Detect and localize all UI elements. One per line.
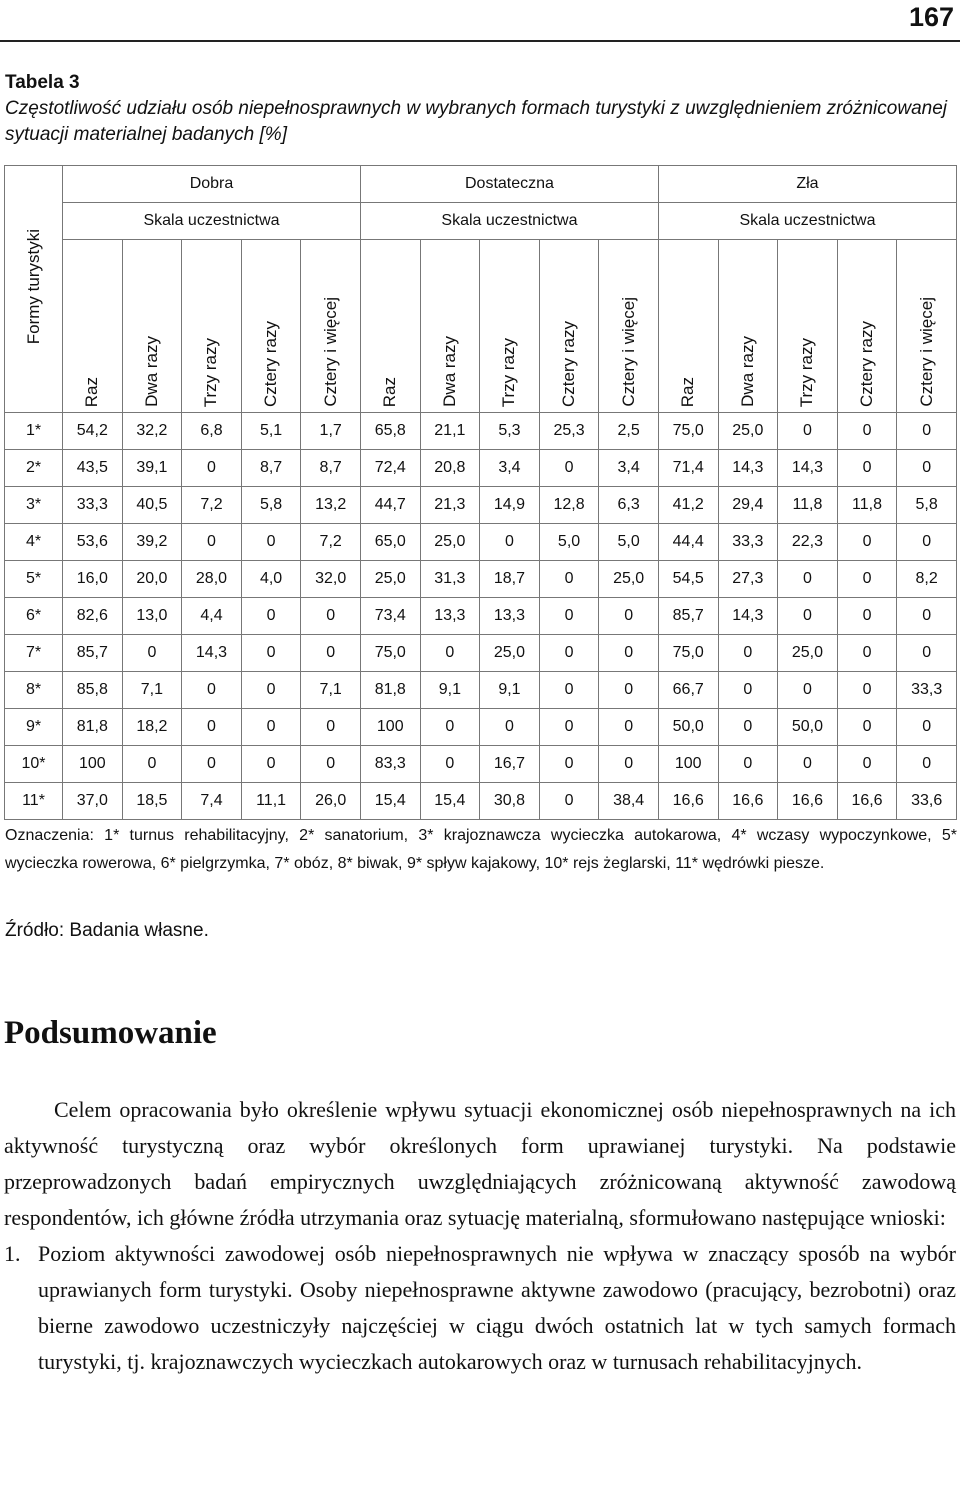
table-cell: 53,6 (63, 524, 123, 561)
body-text (4, 1092, 956, 1380)
table-row (5, 635, 957, 672)
table-cell: 0 (837, 598, 897, 635)
table-cell: 85,7 (658, 598, 718, 635)
row-header: Formy turystyki (23, 228, 43, 345)
table-cell: 0 (301, 709, 361, 746)
table-cell: 22,3 (778, 524, 838, 561)
table-label: Tabela 3 (5, 72, 80, 93)
table-cell: 14,3 (778, 450, 838, 487)
table-cell: 18,7 (480, 561, 540, 598)
table-cell: 54,2 (63, 413, 123, 450)
table-cell: 39,1 (122, 450, 182, 487)
table-cell: 30,8 (480, 783, 540, 820)
table-cell: 0 (420, 709, 480, 746)
table-cell: 29,4 (718, 487, 778, 524)
table-cell: 7,2 (182, 487, 242, 524)
table-cell: 43,5 (63, 450, 123, 487)
table-cell: 3,4 (599, 450, 659, 487)
column-header-label: Dwa razy (439, 336, 459, 407)
table-cell: 0 (837, 746, 897, 783)
table-cell: 65,8 (360, 413, 420, 450)
column-header (182, 240, 242, 413)
list-item-text: Poziom aktywności zawodowej osób niepełnosprawnych nie wpływa w znaczący sposób na wybór uprawianych form turystyki. Osoby niepełnosprawne aktywne zawodowo (pracujący, bezrobotni) oraz bierne zawodowo uczestniczyły najczęściej w ciągu dwóch ostatnich lat w tych samych formach turystyki, tj. krajoznawczych wycieczkach autokarowych oraz w turnusach rehabilitacyjnych. (38, 1241, 956, 1374)
table-cell: 14,3 (182, 635, 242, 672)
column-header-label: Dwa razy (737, 336, 757, 407)
table-cell: 12,8 (539, 487, 599, 524)
table-row (5, 450, 957, 487)
table-cell: 0 (837, 524, 897, 561)
table-cell: 4,0 (241, 561, 301, 598)
table-cell: 3,4 (480, 450, 540, 487)
column-header-label: Raz (82, 376, 102, 407)
table-cell: 20,8 (420, 450, 480, 487)
row-label: 1* (5, 413, 63, 450)
table-cell: 5,8 (241, 487, 301, 524)
row-label: 6* (5, 598, 63, 635)
table-cell: 100 (360, 709, 420, 746)
table-cell: 0 (599, 598, 659, 635)
table-cell: 0 (778, 598, 838, 635)
table-cell: 83,3 (360, 746, 420, 783)
table-cell: 41,2 (658, 487, 718, 524)
table-cell: 0 (897, 598, 957, 635)
table-cell: 0 (599, 635, 659, 672)
column-header (897, 240, 957, 413)
table-cell: 6,3 (599, 487, 659, 524)
table-cell: 0 (599, 709, 659, 746)
table-cell: 25,3 (539, 413, 599, 450)
table-cell: 6,8 (182, 413, 242, 450)
table-cell: 0 (837, 561, 897, 598)
table-cell: 0 (897, 709, 957, 746)
row-label: 3* (5, 487, 63, 524)
data-table (4, 165, 957, 820)
table-cell: 11,1 (241, 783, 301, 820)
list-item (4, 1236, 956, 1380)
group-header-dostateczna: Dostateczna (360, 166, 658, 203)
table-cell: 0 (539, 783, 599, 820)
conclusions-list (4, 1236, 956, 1380)
table-cell: 32,0 (301, 561, 361, 598)
table-cell: 25,0 (599, 561, 659, 598)
table-cell: 5,0 (539, 524, 599, 561)
row-header-cell (5, 166, 63, 413)
table-cell: 25,0 (360, 561, 420, 598)
page-number: 167 (908, 2, 954, 32)
table-cell: 50,0 (778, 709, 838, 746)
group-header-zla: Zła (658, 166, 956, 203)
table-cell: 0 (241, 524, 301, 561)
table-cell: 72,4 (360, 450, 420, 487)
column-header-label: Cztery i więcej (320, 297, 340, 407)
table-cell: 9,1 (480, 672, 540, 709)
column-header-label: Raz (678, 376, 698, 407)
table-cell: 0 (718, 672, 778, 709)
table-cell: 54,5 (658, 561, 718, 598)
table-cell: 8,7 (241, 450, 301, 487)
table-row (5, 598, 957, 635)
table-cell: 0 (718, 746, 778, 783)
summary-paragraph: Celem opracowania było określenie wpływu sytuacji ekonomicznej osób niepełnosprawnych na ich aktywność turystyczną oraz wybór określonych form uprawianej turystyki. Na podstawie przeprowadzonych badań empirycznych uwzględniających zróżnicowaną aktywność zawodową respondentów, ich główne źródła utrzymania oraz sytuację materialną, sformułowano następujące wnioski: (4, 1097, 956, 1230)
table-cell: 0 (897, 746, 957, 783)
column-header-label: Cztery i więcej (916, 297, 936, 407)
table-cell: 0 (897, 635, 957, 672)
column-header-label: Raz (380, 376, 400, 407)
table-cell: 16,7 (480, 746, 540, 783)
table-cell: 0 (301, 746, 361, 783)
table-cell: 0 (837, 635, 897, 672)
row-label: 2* (5, 450, 63, 487)
table-cell: 33,3 (63, 487, 123, 524)
column-header (539, 240, 599, 413)
table-cell: 100 (658, 746, 718, 783)
row-label: 7* (5, 635, 63, 672)
table-cell: 0 (539, 746, 599, 783)
column-header (63, 240, 123, 413)
table-cell: 33,3 (718, 524, 778, 561)
table-cell: 0 (539, 598, 599, 635)
table-cell: 65,0 (360, 524, 420, 561)
table-cell: 0 (599, 746, 659, 783)
table-cell: 5,0 (599, 524, 659, 561)
table-cell: 82,6 (63, 598, 123, 635)
table-cell: 0 (182, 672, 242, 709)
table-cell: 73,4 (360, 598, 420, 635)
table-cell: 75,0 (658, 635, 718, 672)
row-label: 11* (5, 783, 63, 820)
table-cell: 2,5 (599, 413, 659, 450)
table-cell: 25,0 (420, 524, 480, 561)
table-cell: 75,0 (360, 635, 420, 672)
table-cell: 4,4 (182, 598, 242, 635)
table-cell: 0 (539, 450, 599, 487)
table-cell: 21,1 (420, 413, 480, 450)
column-header-label: Cztery razy (261, 321, 281, 407)
table-cell: 16,0 (63, 561, 123, 598)
table-cell: 14,3 (718, 598, 778, 635)
table-cell: 0 (539, 561, 599, 598)
table-cell: 8,7 (301, 450, 361, 487)
table-cell: 0 (539, 635, 599, 672)
column-header (718, 240, 778, 413)
column-header (837, 240, 897, 413)
table-cell: 16,6 (658, 783, 718, 820)
row-label: 4* (5, 524, 63, 561)
table-cell: 0 (480, 709, 540, 746)
header-rule (0, 40, 960, 42)
table-cell: 44,4 (658, 524, 718, 561)
table-cell: 0 (778, 561, 838, 598)
table-cell: 13,3 (420, 598, 480, 635)
table-cell: 85,8 (63, 672, 123, 709)
column-header (778, 240, 838, 413)
table-cell: 0 (122, 635, 182, 672)
column-header (480, 240, 540, 413)
table-cell: 0 (539, 709, 599, 746)
table-cell: 81,8 (63, 709, 123, 746)
table-row (5, 672, 957, 709)
column-header (360, 240, 420, 413)
table-cell: 16,6 (718, 783, 778, 820)
table-cell: 32,2 (122, 413, 182, 450)
table-cell: 26,0 (301, 783, 361, 820)
column-header (420, 240, 480, 413)
table-cell: 38,4 (599, 783, 659, 820)
table-cell: 0 (182, 709, 242, 746)
table-cell: 0 (420, 746, 480, 783)
table-cell: 44,7 (360, 487, 420, 524)
table-cell: 18,5 (122, 783, 182, 820)
table-cell: 16,6 (837, 783, 897, 820)
table-cell: 14,3 (718, 450, 778, 487)
table-cell: 21,3 (420, 487, 480, 524)
table-cell: 0 (301, 598, 361, 635)
table-cell: 15,4 (360, 783, 420, 820)
table-row (5, 561, 957, 598)
table-cell: 18,2 (122, 709, 182, 746)
table-cell: 7,1 (301, 672, 361, 709)
table-cell: 8,2 (897, 561, 957, 598)
legend-note: Oznaczenia: 1* turnus rehabilitacyjny, 2* sanatorium, 3* krajoznawcza wycieczka autokarowa, 4* wczasy wypoczynkowe, 5* wycieczka rowerowa, 6* pielgrzymka, 7* obóz, 8* biwak, 9* spływ kajakowy, 10* rejs żeglarski, 11* wędrówki piesze. (5, 827, 957, 872)
table-cell: 0 (778, 413, 838, 450)
table-cell: 0 (241, 635, 301, 672)
table-cell: 40,5 (122, 487, 182, 524)
group-header-dobra: Dobra (63, 166, 361, 203)
table-cell: 33,3 (897, 672, 957, 709)
table-cell: 85,7 (63, 635, 123, 672)
table-row (5, 783, 957, 820)
table-cell: 9,1 (420, 672, 480, 709)
table-cell: 11,8 (837, 487, 897, 524)
table-cell: 5,3 (480, 413, 540, 450)
table-row (5, 746, 957, 783)
table-cell: 0 (182, 524, 242, 561)
table-cell: 37,0 (63, 783, 123, 820)
table-cell: 71,4 (658, 450, 718, 487)
table-cell: 0 (480, 524, 540, 561)
table-cell: 0 (241, 709, 301, 746)
table-cell: 0 (241, 746, 301, 783)
table-cell: 0 (778, 672, 838, 709)
table-cell: 81,8 (360, 672, 420, 709)
table-cell: 0 (420, 635, 480, 672)
table-cell: 25,0 (480, 635, 540, 672)
table-cell: 14,9 (480, 487, 540, 524)
table-cell: 0 (122, 746, 182, 783)
table-cell: 50,0 (658, 709, 718, 746)
table-row (5, 709, 957, 746)
table-cell: 16,6 (778, 783, 838, 820)
table-cell: 0 (837, 413, 897, 450)
table-cell: 0 (241, 672, 301, 709)
table-cell: 0 (897, 413, 957, 450)
column-header-label: Dwa razy (141, 336, 161, 407)
table-row (5, 487, 957, 524)
row-label: 5* (5, 561, 63, 598)
column-header (658, 240, 718, 413)
table-cell: 0 (778, 746, 838, 783)
table-cell: 0 (837, 450, 897, 487)
column-header (122, 240, 182, 413)
table-cell: 100 (63, 746, 123, 783)
table-cell: 0 (837, 672, 897, 709)
column-header (599, 240, 659, 413)
row-label: 8* (5, 672, 63, 709)
table-cell: 1,7 (301, 413, 361, 450)
source-note: Źródło: Badania własne. (5, 920, 209, 941)
table-cell: 0 (897, 450, 957, 487)
scale-header: Skala uczestnictwa (63, 203, 361, 240)
table-cell: 5,8 (897, 487, 957, 524)
table-cell: 0 (182, 746, 242, 783)
table-cell: 0 (897, 524, 957, 561)
row-label: 10* (5, 746, 63, 783)
list-item-number: 1. (4, 1241, 21, 1266)
table-cell: 0 (539, 672, 599, 709)
table-cell: 0 (182, 450, 242, 487)
table-cell: 7,4 (182, 783, 242, 820)
row-label: 9* (5, 709, 63, 746)
table-cell: 5,1 (241, 413, 301, 450)
table-caption (5, 70, 955, 148)
table-cell: 27,3 (718, 561, 778, 598)
table-cell: 31,3 (420, 561, 480, 598)
table-cell: 7,2 (301, 524, 361, 561)
table-cell: 0 (301, 635, 361, 672)
table-cell: 66,7 (658, 672, 718, 709)
table-cell: 7,1 (122, 672, 182, 709)
table-cell: 15,4 (420, 783, 480, 820)
column-header-label: Cztery i więcej (618, 297, 638, 407)
table-cell: 13,3 (480, 598, 540, 635)
table-cell: 25,0 (778, 635, 838, 672)
column-header-label: Trzy razy (201, 337, 221, 407)
column-header-label: Cztery razy (559, 321, 579, 407)
table-row (5, 524, 957, 561)
table-cell: 13,0 (122, 598, 182, 635)
scale-header: Skala uczestnictwa (360, 203, 658, 240)
column-header-label: Cztery razy (857, 321, 877, 407)
table-cell: 13,2 (301, 487, 361, 524)
table-cell: 0 (718, 635, 778, 672)
table-cell: 11,8 (778, 487, 838, 524)
scale-header: Skala uczestnictwa (658, 203, 956, 240)
table-cell: 28,0 (182, 561, 242, 598)
table-cell: 0 (837, 709, 897, 746)
table-cell: 25,0 (718, 413, 778, 450)
section-title: Podsumowanie (4, 1015, 217, 1051)
column-header-label: Trzy razy (797, 337, 817, 407)
column-header-label: Trzy razy (499, 337, 519, 407)
table-cell: 0 (599, 672, 659, 709)
column-header (241, 240, 301, 413)
table-description: Częstotliwość udziału osób niepełnosprawnych w wybranych formach turystyki z uwzględnieniem zróżnicowanej sytuacji materialnej badanych [%] (5, 98, 947, 145)
table-cell: 33,6 (897, 783, 957, 820)
table-cell: 0 (718, 709, 778, 746)
table-cell: 0 (241, 598, 301, 635)
table-cell: 75,0 (658, 413, 718, 450)
table-cell: 39,2 (122, 524, 182, 561)
table-row (5, 413, 957, 450)
table-cell: 20,0 (122, 561, 182, 598)
column-header (301, 240, 361, 413)
